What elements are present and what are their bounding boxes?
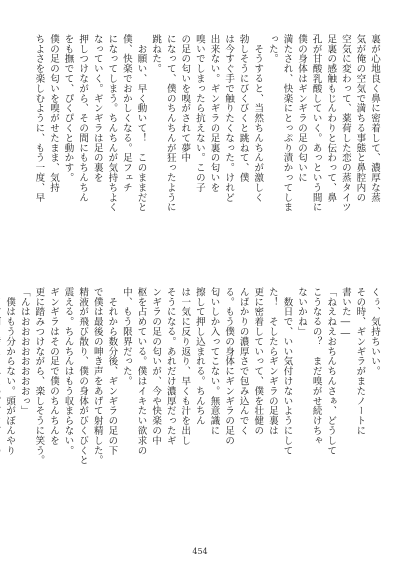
text-column: 更に踏みつけながら、楽しそうに笑う。 (33, 287, 45, 466)
text-column: 僕の身体はギンギラの足の匂いに (296, 34, 308, 183)
text-column: は今すぐ手で触りたくなった。けれど (223, 34, 235, 203)
text-column: 僕はもう分からない。頭がぼんやり (4, 287, 16, 456)
text-column: 気が俺の空気で満ちる事態と鼻腔内の (354, 34, 366, 203)
text-column: 孔が甘酸乳酸していく。あっという間に (310, 34, 322, 213)
text-column: た！ そしたらギンギラの足裏は (266, 287, 278, 436)
text-column: る。もう僕の身体にギンギラの足の (223, 287, 235, 446)
text-column: 満たされ、快楽にとっぷり漬かってしま (281, 34, 293, 213)
text-column: 「んはおおおおおおおおっ」 (18, 287, 30, 416)
text-column: ンギラの足の匂いが、今や快楽の中 (150, 287, 162, 446)
page-number: 454 (192, 547, 208, 556)
text-column: お願い、早く動いて！ このままだと (135, 34, 147, 213)
text-column: をも撫でて、ぴくぴくと動かす。 (62, 34, 74, 183)
bottom-text-block (4, 287, 380, 540)
text-column: 裏が心地良く鼻に密着して、濃厚な蒸 (369, 34, 380, 203)
text-column: それから数分後、ギンギラの足の下 (106, 287, 118, 456)
text-column: ちよさを楽しむように、もう一度、早 (33, 34, 45, 203)
text-column: 僕、快楽でおかしくなる。足フェチ (120, 34, 132, 193)
text-column: くぅ、気持ちいい。 (369, 287, 380, 377)
text-column: なっていく。ギンギラは足の裏を (91, 34, 103, 183)
text-column: 書いた―― (339, 287, 351, 340)
text-column: ないかね」 (296, 287, 308, 337)
text-column: 出来ない。ギンギラの足裏の匂いを (208, 34, 220, 193)
text-column: 擦して押し込まれる。ちんちん (193, 287, 205, 426)
text-column: になってしまう。ちんちんが気持ちよく (106, 34, 118, 213)
text-column: 跳ねた。 (150, 34, 162, 74)
top-text-block (20, 34, 380, 278)
text-column: そうすると、当然ちんちんが激しく (252, 34, 264, 203)
text-column: ギンギラはその足で僕のちんちんを (47, 287, 59, 446)
text-column: で僕は最後の呻き声をあげて射精した。 (91, 287, 103, 466)
text-column: 空気に変わって、薬荷した恋の蒸タイツ (339, 34, 351, 213)
text-column: の足の匂いを嗅がされて夢中 (179, 34, 191, 163)
text-column: 数日で、いい気付けないようにして (281, 287, 293, 456)
text-column: になって、僕のちんちんが狂ったように (164, 34, 176, 213)
text-column: は一気に反り返り、早くも汁を出し (179, 287, 191, 446)
text-column: 中、もう限界だった。 (120, 287, 132, 386)
text-column: こうなるの？ まだ嗅がせ続けちゃ (310, 287, 322, 446)
text-column: 枢を占めている。僕はイキたい欲求の (135, 287, 147, 456)
text-column: 押しつけながら、その間にもちんちん (77, 34, 89, 203)
text-column: 僕の足の匂いを嗅がせたまま、気持 (47, 34, 59, 193)
text-column: 「ねえねえおちんちんさぁ、どうして (325, 287, 337, 456)
text-column: った。 (266, 34, 278, 64)
text-column: そうになる。あれだけ濃厚だったギ (164, 287, 176, 446)
text-column: 嗅いでしまったら抗えない。この子 (193, 34, 205, 193)
text-column: その時、ギンギラがまたノートに (354, 287, 366, 436)
text-column: んばかりの濃厚さで包み込んでく (237, 287, 249, 436)
text-column: 足裏の感触もじんわりと伝わって、鼻 (325, 34, 337, 203)
text-column: 震える。ちんちんはもう収まらない。 (62, 287, 74, 456)
text-column (0, 287, 1, 540)
text-column: 匂いしか入ってこない。無意識に (208, 287, 220, 436)
text-column: 更に密着していって、僕を壮健の (252, 287, 264, 436)
text-column: 精液が飛び散り、僕の身体がびくびくと (77, 287, 89, 466)
text-column: 勃しそうにびくびくと跳ねて、僕 (237, 34, 249, 183)
